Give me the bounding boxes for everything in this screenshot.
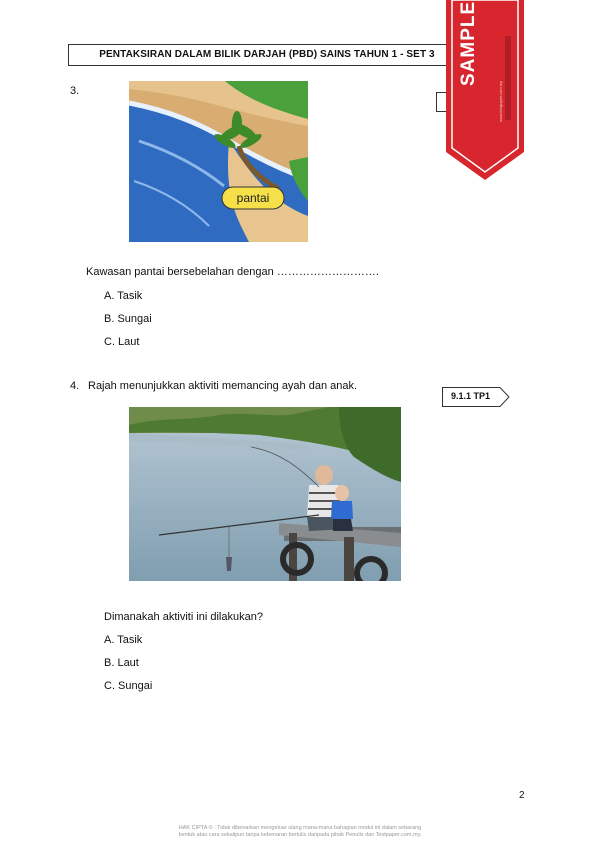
- fishing-photo: [129, 407, 401, 581]
- ribbon-shape: [444, 0, 526, 182]
- page-number: 2: [519, 790, 525, 801]
- tp-tag: [442, 387, 510, 407]
- q4-question: Dimanakah aktiviti ini dilakukan?: [104, 611, 263, 623]
- q3-option-c: C. Laut: [104, 336, 140, 348]
- q4-number: 4.: [70, 380, 80, 392]
- q3-number: 3.: [70, 85, 80, 97]
- header-box: [68, 44, 466, 66]
- q3-stem: Kawasan pantai bersebelahan dengan ……………………….: [86, 266, 379, 278]
- footer-line-2: bentuk atau cara sekalipun tanpa kebenaran bertulis daripada pihak Penulis dan Testpaper.com.my.: [178, 832, 422, 838]
- footer-line-1: HAK CIPTA © : Tidak dibenarkan mengeluar ulang mana-mana bahagian modul ini dalam sebarang: [178, 825, 422, 831]
- q4-stem: Rajah menunjukkan aktiviti memancing ayah dan anak.: [88, 380, 358, 392]
- sample-ribbon: [444, 0, 526, 182]
- ribbon-label: SAMPLE: [458, 0, 479, 86]
- page-title: PENTAKSIRAN DALAM BILIK DARJAH (PBD) SAINS TAHUN 1 - SET 3: [99, 49, 435, 60]
- q3-option-a: A. Tasik: [104, 290, 143, 302]
- copyright-footer: [150, 825, 450, 839]
- beach-image: [129, 81, 308, 242]
- image-label-pantai: pantai: [236, 191, 270, 205]
- ribbon-sub: www.testpaper.com.my: [498, 80, 503, 122]
- q3-option-b: B. Sungai: [104, 313, 152, 325]
- q4-option-b: B. Laut: [104, 657, 139, 669]
- q4-option-c: C. Sungai: [104, 680, 153, 692]
- q4-option-a: A. Tasik: [104, 634, 143, 646]
- tp-tag-label: 9.1.1 TP1: [451, 391, 491, 401]
